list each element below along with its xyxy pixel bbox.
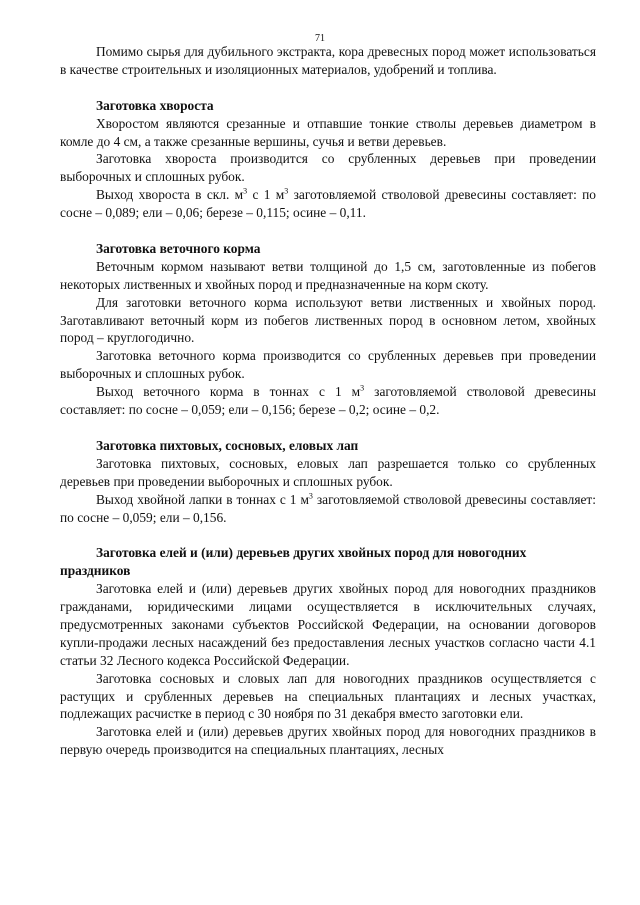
- spacer: [60, 222, 596, 240]
- superscript: 3: [308, 491, 313, 501]
- intro-paragraph: Помимо сырья для дубильного экстракта, кора древесных пород может использоваться в качестве строительных и изоляционных материалов, удобрений и топлива.: [60, 44, 596, 77]
- new-year-paragraph-2: Заготовка сосновых и словых лап для новогодних праздников осуществляется с растущих и срубленных деревьев на специальных плантациях и лесных участках, подлежащих расчистке в период с 30 ноября по 31 декабря вместо заготовки ели.: [60, 670, 596, 722]
- section-title-brushwood: Заготовка хвороста: [96, 97, 214, 113]
- superscript: 3: [360, 383, 365, 393]
- new-year-paragraph-3: Заготовка елей и (или) деревьев других хвойных пород для новогодних праздников в первую очередь производится на специальных плантациях, лесных: [60, 724, 596, 758]
- brushwood-yield-text-b: с 1 м: [247, 187, 285, 203]
- section-title-conifer-branches: Заготовка пихтовых, сосновых, еловых лап: [96, 437, 359, 453]
- superscript: 3: [243, 186, 248, 196]
- brushwood-paragraph-3: [60, 186, 596, 222]
- brushwood-yield-text-c: заготовляемой стволовой древесины составляет: по сосне – 0,089; ели – 0,06; березе – 0,115; осине – 0,11.: [60, 187, 597, 221]
- section-title-twig-fodder: Заготовка веточного корма: [96, 240, 261, 256]
- spacer: [60, 419, 596, 437]
- branches-yield-text-a: Выход хвойной лапки в тоннах с 1 м: [96, 491, 309, 507]
- fodder-paragraph-4: [60, 383, 596, 419]
- section-title-new-year-trees: Заготовка елей и (или) деревьев других хвойных пород для новогодних праздников: [60, 545, 527, 579]
- fodder-paragraph-1: Веточным кормом называют ветви толщиной до 1,5 см, заготовленные из побегов некоторых лиственных и хвойных пород и предназначенные на корм скоту.: [60, 258, 596, 292]
- fodder-paragraph-2: Для заготовки веточного корма используют ветви лиственных и хвойных пород. Заготавливают веточный корм из побегов лиственных пород в основном летом, хвойных пород – круглогодично.: [60, 294, 596, 346]
- fodder-paragraph-3: Заготовка веточного корма производится со срубленных деревьев при проведении выборочных и сплошных рубок.: [60, 348, 596, 382]
- fodder-yield-text-b: заготовляемой стволовой древесины составляет: по сосне – 0,059; ели – 0,156; березе – 0,2; осине – 0,2.: [60, 384, 596, 418]
- brushwood-paragraph-1: Хворостом являются срезанные и отпавшие тонкие стволы деревьев диаметром в комле до 4 см, а также срезанные вершины, сучья и ветви деревьев.: [60, 115, 596, 149]
- brushwood-yield-text-a: Выход хвороста в скл. м: [96, 187, 244, 203]
- spacer: [60, 79, 596, 97]
- page-number: 71: [315, 33, 325, 44]
- page-content: [60, 43, 596, 759]
- branches-paragraph-2: [60, 491, 596, 527]
- fodder-yield-text-a: Выход веточного корма в тоннах с 1 м: [96, 384, 361, 400]
- superscript: 3: [284, 186, 289, 196]
- new-year-paragraph-1: Заготовка елей и (или) деревьев других хвойных пород для новогодних праздников гражданами, юридическими лицами осуществляется в исключительных случаях, предусмотренных законами субъектов Российской Федерации, на основании договоров купли-продажи лесных насаждений без предоставления лесных участков согласно части 4.1 статьи 32 Лесного кодекса Российской Федерации.: [60, 581, 596, 668]
- brushwood-paragraph-2: Заготовка хвороста производится со срубленных деревьев при проведении выборочных и сплошных рубок.: [60, 151, 596, 185]
- branches-yield-text-b: заготовляемой стволовой древесины составляет: по сосне – 0,059; ели – 0,156.: [60, 491, 596, 525]
- spacer: [60, 526, 596, 544]
- branches-paragraph-1: Заготовка пихтовых, сосновых, еловых лап разрешается только со срубленных деревьев при проведении выборочных и сплошных рубок.: [60, 455, 596, 489]
